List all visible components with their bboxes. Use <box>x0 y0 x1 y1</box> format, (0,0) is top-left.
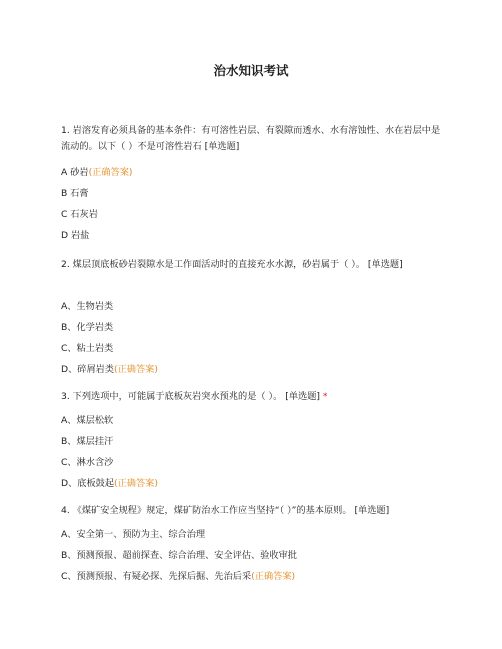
question-1-option-d[interactable]: D 岩盐 <box>61 230 90 241</box>
question-1-option-a[interactable] <box>61 166 133 180</box>
question-1-text: 1. 岩溶发育必须具备的基本条件：有可溶性岩层、有裂隙而透水、水有溶蚀性、水在岩层中是流动的。以下（ ）不是可溶性岩石 [单选题] <box>61 125 441 152</box>
question-2-option-a[interactable]: A、生物岩类 <box>61 301 114 312</box>
question-2-text: 2. 煤层顶底板砂岩裂隙水是工作面活动时的直接充水水源，砂岩属于（ ）。 [单选题] <box>61 259 403 270</box>
question-4-option-c[interactable] <box>61 570 295 584</box>
question-3-option-d[interactable] <box>61 477 158 491</box>
correct-answer-mark: (正确答案) <box>114 478 158 489</box>
question-1-option-c[interactable]: C 石灰岩 <box>61 209 98 220</box>
page-title: 治水知识考试 <box>213 63 289 78</box>
required-mark: * <box>322 391 328 402</box>
question-2-option-d[interactable] <box>61 363 158 377</box>
question-3-option-a[interactable]: A、煤层松软 <box>61 415 114 426</box>
question-3-text <box>61 389 443 405</box>
correct-answer-mark: (正确答案) <box>251 571 296 582</box>
question-4-option-a[interactable]: A、安全第一、预防为主、综合治理 <box>61 529 206 540</box>
question-3-option-c[interactable]: C、淋水含沙 <box>61 457 114 468</box>
option-label: C、预测预报、有疑必探、先探后掘、先治后采 <box>61 571 252 582</box>
option-label: D、碎屑岩类 <box>61 364 115 375</box>
question-3-option-b[interactable]: B、煤层挂汗 <box>61 436 114 447</box>
question-2-option-c[interactable]: C、粘土岩类 <box>61 343 114 354</box>
correct-answer-mark: (正确答案) <box>114 364 158 375</box>
correct-answer-mark: (正确答案) <box>88 167 133 178</box>
question-4-text: 4. 《煤矿安全规程》规定，煤矿防治水工作应当坚持“（ ）”的基本原则。 [单选题] <box>61 505 390 516</box>
question-4-option-b[interactable]: B、预测预报、超前探查、综合治理、安全评估、验收审批 <box>61 550 297 561</box>
option-label: A 砂岩 <box>61 167 89 178</box>
question-1-option-b[interactable]: B 石膏 <box>61 188 89 199</box>
question-2-option-b[interactable]: B、化学岩类 <box>61 322 114 333</box>
option-label: D、底板鼓起 <box>61 478 115 489</box>
question-3-label: 3. 下列选项中，可能属于底板灰岩突水预兆的是（ ）。 [单选题] <box>61 391 320 402</box>
